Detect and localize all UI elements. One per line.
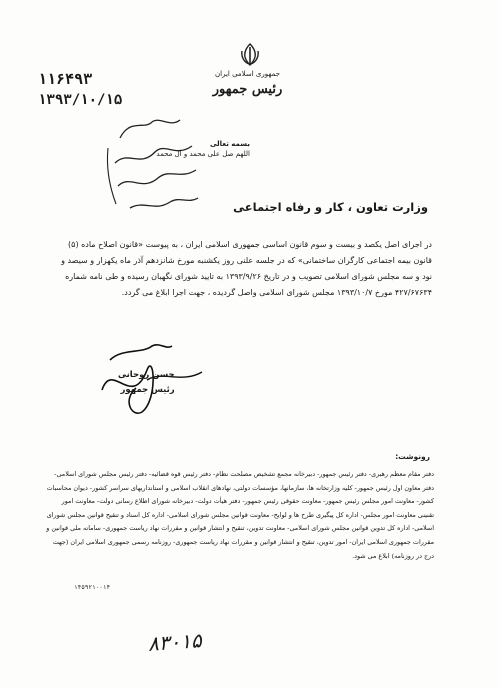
letter-date: ۱۳۹۳/۱۰/۱۵ xyxy=(38,92,123,108)
iran-emblem-icon xyxy=(238,42,262,68)
signer-name: حسن روحانی xyxy=(118,370,175,380)
blessing-title: بسمه تعالی xyxy=(209,140,250,148)
signer-title: رئیس جمهور xyxy=(120,385,175,395)
letter-body: در اجرای اصل یکصد و بیست و سوم قانون اساسی جمهوری اسلامی ایران ، به پیوست «قانون اصلاح ماده (۵) قانون بیمه اجتماعی کارگران ساختمانی» که در جلسه علنی روز یکشنبه مورخ شانزدهم آذر ماه یکهزار و سیصد و نود و سه مجلس شورای اسلامی تصویب و در تاریخ ۱۳۹۳/۹/۲۶ به تایید شورای نگهبان رسیده و طی نامه شماره ۴۲۷/۶۷۶۳۴ مورخ ۱۳۹۳/۱۰/۷ مجلس شورای اسلامی واصل گردیده ، جهت اجرا ابلاغ می گردد. xyxy=(61,240,432,297)
reference-number: ۱۴۵۹۲۱۰۰۱۴ xyxy=(74,584,111,591)
handwritten-margin-note xyxy=(100,108,210,228)
letter-number: ۱۱۶۴۹۳ xyxy=(38,70,93,88)
office-president-label: رئیس جمهور xyxy=(212,82,283,97)
handwritten-bottom-number: ۸۳۰۱۵ xyxy=(147,628,203,656)
copies-title: رونوشت: xyxy=(395,452,430,461)
copies-list: دفتر مقام معظم رهبری- دفتر رئیس جمهور- دبیرخانه مجمع تشخیص مصلحت نظام- دفتر رئیس قوه قضائیه- دفتر رئیس مجلس شورای اسلامی- دفتر معاون اول رئیس جمهور- کلیه وزارتخانه ها، سازمانها، مؤسسات دولتی، نهادهای انقلاب اسلامی و استانداریهای سراسر کشور- دیوان محاسبات کشور- معاونت امور مجلس رئیس جمهور- معاونت حقوقی رئیس جمهور- دفتر هیأت دولت- دبیرخانه شورای اطلاع رسانی دولت- معاونت امور تقنینی معاونت امور مجلس- اداره کل پیگیری طرح ها و لوایح- معاونت قوانین مجلس شورای اسلامی- اداره کل اسناد و تنقیح قوانین مجلس شورای اسلامی- اداره کل تدوین قوانین مجلس شورای اسلامی- معاونت تدوین، تنقیح و انتشار قوانین و مقررات نهاد ریاست جمهوری- سامانه ملی قوانین و مقررات جمهوری اسلامی ایران- امور تدوین، تنقیح و انتشار قوانین و مقررات نهاد ریاست جمهوری- روزنامه رسمی جمهوری اسلامی ایران (جهت درج در روزنامه) ابلاغ می شود. xyxy=(46,470,434,560)
addressee: وزارت تعاون ، کار و رفاه اجتماعی xyxy=(233,200,428,214)
office-country-label: جمهوری اسلامی ایران xyxy=(215,70,280,78)
signer-block xyxy=(118,368,175,398)
blessing-text: اللهم صل علی محمد و آل محمد xyxy=(156,150,250,158)
